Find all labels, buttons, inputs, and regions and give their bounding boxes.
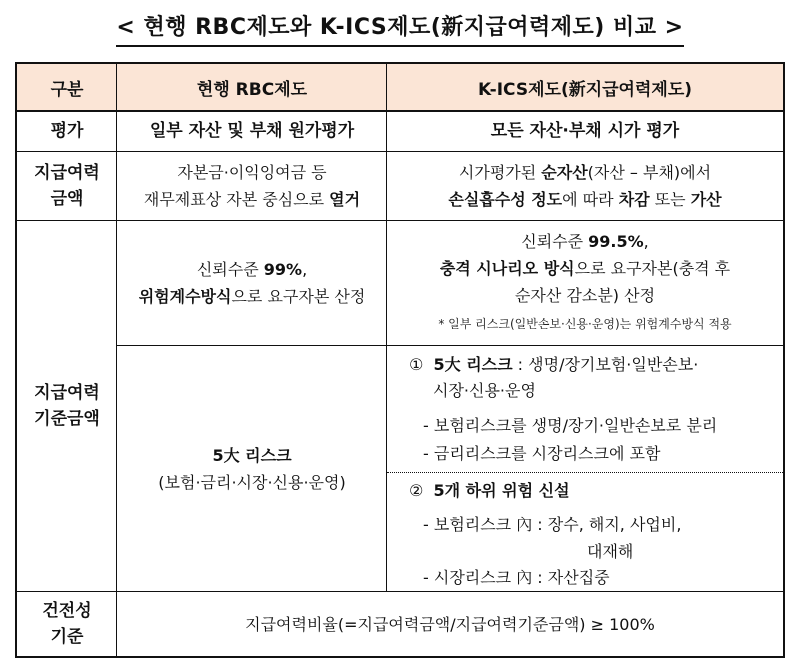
risk-item1-sub1: - 보험리스크를 생명/장기·일반손보로 분리 [423, 416, 718, 435]
row-standard-label [17, 592, 117, 656]
rbc-m-l1a: 신뢰수준 [196, 260, 264, 279]
row-method-rbc-line1 [197, 256, 307, 283]
header-col-rbc [117, 64, 387, 110]
row-standard-value-text: 지급여력비율(=지급여력금액/지급여력기준금액) ≥ 100% [245, 614, 655, 634]
row-capital-rbc-line2 [144, 186, 360, 213]
row-capital-label-line2: 금액 [50, 189, 84, 209]
risk-item1-line1 [409, 351, 698, 378]
header-col-rbc-label: 현행 RBC제도 [196, 79, 308, 100]
row-capital-label-line1: 지급여력 [34, 163, 100, 183]
kics-m-l2b: 으로 요구자본(충격 후 [574, 259, 731, 278]
row-capital-kics [387, 152, 783, 220]
risk-item1-line2: 시장·신용·운영 [433, 381, 536, 400]
grid-line-eval [17, 151, 783, 152]
row-method-kics-line2 [440, 255, 730, 282]
grid-line-required [17, 591, 783, 592]
row-capital-label [17, 152, 117, 220]
risk-item1-sub2: - 금리리스크를 시장리스크에 포함 [423, 444, 661, 463]
row-eval-label-text: 평가 [50, 121, 84, 141]
row-required-label-line1: 지급여력 [34, 383, 100, 403]
page-title: < 현행 RBC제도와 K-ICS제도(新지급여력제도) 비교 > [116, 10, 683, 47]
kics-l2a: 손실흡수성 정도 [448, 190, 563, 209]
kics-m-l1a: 신뢰수준 [521, 232, 589, 251]
risk-item1-title: 5大 리스크 [433, 355, 513, 374]
row-eval-kics-text: 모든 자산·부채 시가 평가 [490, 121, 680, 141]
kics-l1c: (자산 – 부채)에서 [587, 163, 712, 182]
row-eval-label [17, 111, 117, 151]
row-method-kics-note: * 일부 리스크(일반손보·신용·운영)는 위험계수방식 적용 [438, 317, 732, 331]
comparison-table [15, 62, 785, 658]
row-eval-rbc [117, 111, 387, 151]
grid-line-capital [17, 220, 783, 221]
risk-item2-sub2: - 시장리스크 內 : 자산집중 [423, 568, 610, 587]
row-capital-kics-line2 [448, 186, 721, 213]
row-risk-rbc [117, 346, 387, 591]
risk-item2-sub1-cont: 대재해 [587, 542, 634, 561]
risk-item1-num: ① [409, 355, 424, 374]
row-method-kics [387, 221, 783, 345]
row-standard-value [117, 592, 783, 656]
risk-item2-title: 5개 하위 위험 신설 [433, 481, 570, 500]
rbc-m-l2a: 위험계수방식 [138, 287, 232, 306]
row-method-kics-line3: 순자산 감소분) 산정 [514, 286, 656, 305]
risk-item1-rest: : 생명/장기보험·일반손보· [512, 355, 699, 374]
row-required-label [17, 221, 117, 591]
row-risk-kics [387, 346, 783, 591]
row-capital-rbc-line2-text: 재무제표상 자본 중심으로 [143, 190, 330, 209]
header-col-category [17, 64, 117, 110]
row-risk-rbc-line1: 5大 리스크 [212, 445, 292, 465]
row-capital-kics-line1 [459, 159, 711, 186]
row-capital-rbc-line1: 자본금·이익잉여금 등 [177, 163, 327, 182]
risk-item2-sub1: - 보험리스크 內 : 장수, 해지, 사업비, [423, 515, 682, 534]
rbc-m-l1b: 99% [263, 260, 303, 279]
kics-l1a: 시가평가된 [458, 163, 542, 182]
risk-item2-num: ② [409, 481, 424, 500]
grid-line-col2 [386, 64, 387, 592]
row-method-rbc-line2 [139, 283, 366, 310]
grid-line-header [17, 110, 783, 112]
rbc-m-l2b: 으로 요구자본 산정 [231, 287, 366, 306]
row-risk-rbc-line2: (보험·금리·시장·신용·운영) [158, 472, 346, 492]
row-eval-kics [387, 111, 783, 151]
kics-l2d: 또는 [649, 190, 691, 209]
dotted-divider [387, 472, 783, 473]
row-method-kics-line1 [521, 228, 649, 255]
row-standard-label-line1: 건전성 [42, 601, 92, 621]
header-col-kics [387, 64, 783, 110]
kics-l2b: 에 따라 [562, 190, 619, 209]
header-col-kics-label: K-ICS제도(新지급여력제도) [477, 79, 693, 100]
kics-l1b: 순자산 [541, 163, 588, 182]
risk-item2-line1 [409, 477, 570, 504]
kics-m-l2a: 충격 시나리오 방식 [439, 259, 575, 278]
grid-line-method [117, 345, 783, 346]
kics-m-l1b: 99.5% [588, 232, 644, 251]
row-standard-label-line2: 기준 [50, 627, 84, 647]
rbc-m-l1c: , [302, 260, 308, 279]
row-required-label-line2: 기준금액 [34, 409, 100, 429]
row-method-rbc [117, 221, 387, 345]
grid-line-col1 [116, 64, 117, 656]
kics-l2c: 차감 [618, 190, 650, 209]
row-capital-rbc-line2-bold: 열거 [329, 190, 361, 209]
row-eval-rbc-text: 일부 자산 및 부채 원가평가 [149, 121, 355, 141]
title-wrap [0, 10, 800, 47]
header-col-category-label: 구분 [50, 79, 84, 100]
kics-m-l1c: , [643, 232, 649, 251]
row-capital-rbc [117, 152, 387, 220]
kics-l2e: 가산 [690, 190, 722, 209]
